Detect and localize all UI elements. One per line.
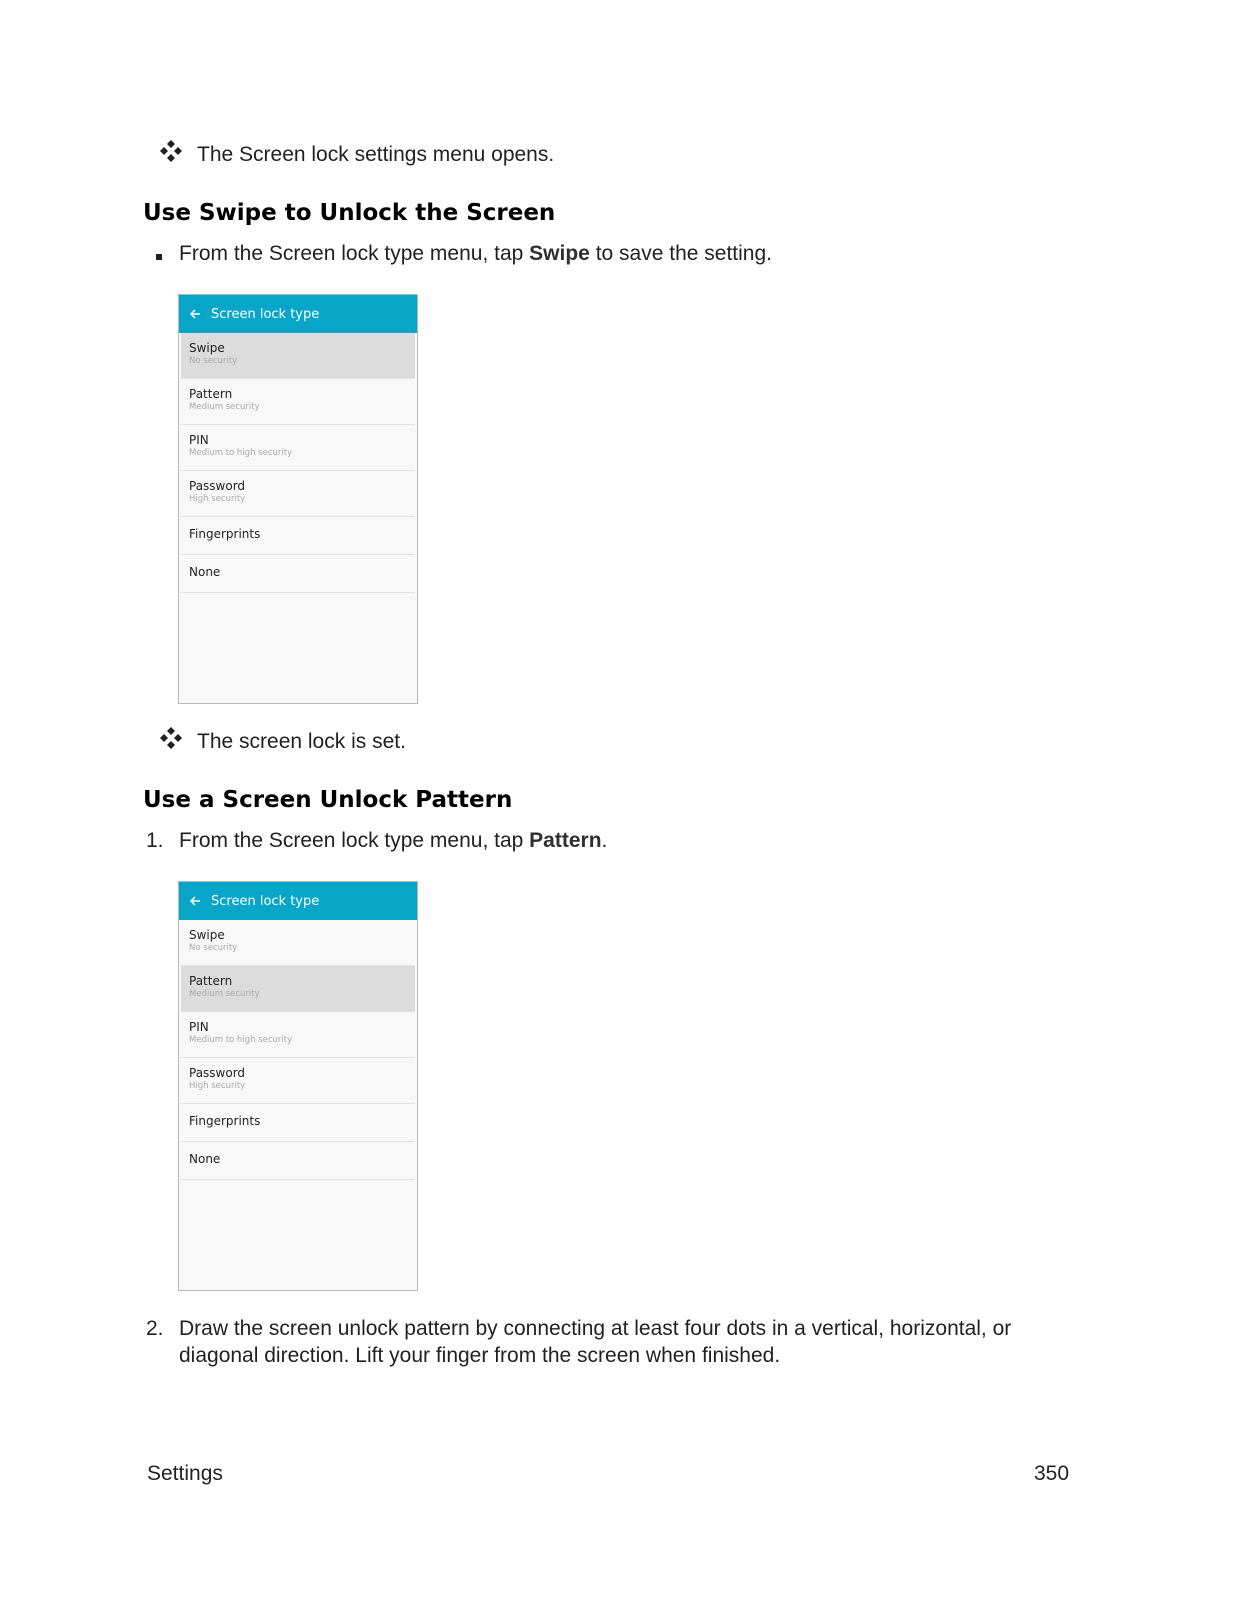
step-number-2: 2. (146, 1317, 164, 1340)
swipe-bold-term: Swipe (529, 242, 590, 265)
option-title: Password (189, 1066, 246, 1080)
app-bar-title: Screen lock type (211, 893, 320, 909)
option-subtitle: High security (189, 494, 246, 504)
option-none[interactable] (181, 555, 415, 593)
option-fingerprints[interactable] (181, 1104, 415, 1142)
diamond-bullet-icon (159, 726, 183, 750)
option-password[interactable] (181, 1058, 415, 1104)
option-swipe[interactable] (181, 333, 415, 379)
footer-section-name: Settings (147, 1462, 223, 1485)
option-title: Fingerprints (189, 527, 261, 541)
option-pin[interactable] (181, 1012, 415, 1058)
footer-page-number: 350 (1034, 1462, 1070, 1485)
option-subtitle: No security (189, 943, 238, 953)
option-subtitle: Medium to high security (189, 448, 293, 458)
draw-pattern-instruction-line2: diagonal direction. Lift your finger from the screen when finished. (179, 1344, 781, 1367)
option-pattern[interactable] (181, 379, 415, 425)
lock-type-list (179, 920, 417, 1180)
result-text-lock-set: The screen lock is set. (197, 730, 406, 753)
option-subtitle: Medium to high security (189, 1035, 293, 1045)
step-number-1: 1. (146, 829, 164, 852)
option-subtitle: Medium security (189, 402, 260, 412)
screen-lock-type-screenshot-swipe (178, 294, 418, 704)
pattern-bold-term: Pattern (529, 829, 602, 852)
option-pattern[interactable] (181, 966, 415, 1012)
draw-pattern-instruction-line1: Draw the screen unlock pattern by connecting at least four dots in a vertical, horizontal, or (179, 1317, 1012, 1340)
section-heading-pattern: Use a Screen Unlock Pattern (143, 787, 513, 813)
lock-type-list (179, 333, 417, 593)
option-password[interactable] (181, 471, 415, 517)
option-swipe[interactable] (181, 920, 415, 966)
app-bar (179, 882, 417, 920)
option-subtitle: High security (189, 1081, 246, 1091)
option-fingerprints[interactable] (181, 517, 415, 555)
screen-lock-type-screenshot-pattern (178, 881, 418, 1291)
back-arrow-icon[interactable] (189, 308, 201, 320)
option-title: Password (189, 479, 246, 493)
diamond-bullet-icon (159, 139, 183, 163)
swipe-instruction: From the Screen lock type menu, tap Swipe to save the setting. (179, 242, 772, 265)
option-title: Swipe (189, 928, 225, 942)
option-title: Fingerprints (189, 1114, 261, 1128)
option-title: PIN (189, 1020, 209, 1034)
option-subtitle: Medium security (189, 989, 260, 999)
section-heading-swipe: Use Swipe to Unlock the Screen (143, 200, 556, 226)
option-title: Swipe (189, 341, 225, 355)
option-title: None (189, 1152, 221, 1166)
square-bullet-icon (156, 254, 162, 260)
option-subtitle: No security (189, 356, 238, 366)
app-bar (179, 295, 417, 333)
option-title: Pattern (189, 974, 233, 988)
option-title: None (189, 565, 221, 579)
option-title: Pattern (189, 387, 233, 401)
option-pin[interactable] (181, 425, 415, 471)
app-bar-title: Screen lock type (211, 306, 320, 322)
option-none[interactable] (181, 1142, 415, 1180)
result-text-menu-opens: The Screen lock settings menu opens. (197, 143, 555, 166)
back-arrow-icon[interactable] (189, 895, 201, 907)
pattern-instruction: From the Screen lock type menu, tap Pattern. (179, 829, 608, 852)
option-title: PIN (189, 433, 209, 447)
